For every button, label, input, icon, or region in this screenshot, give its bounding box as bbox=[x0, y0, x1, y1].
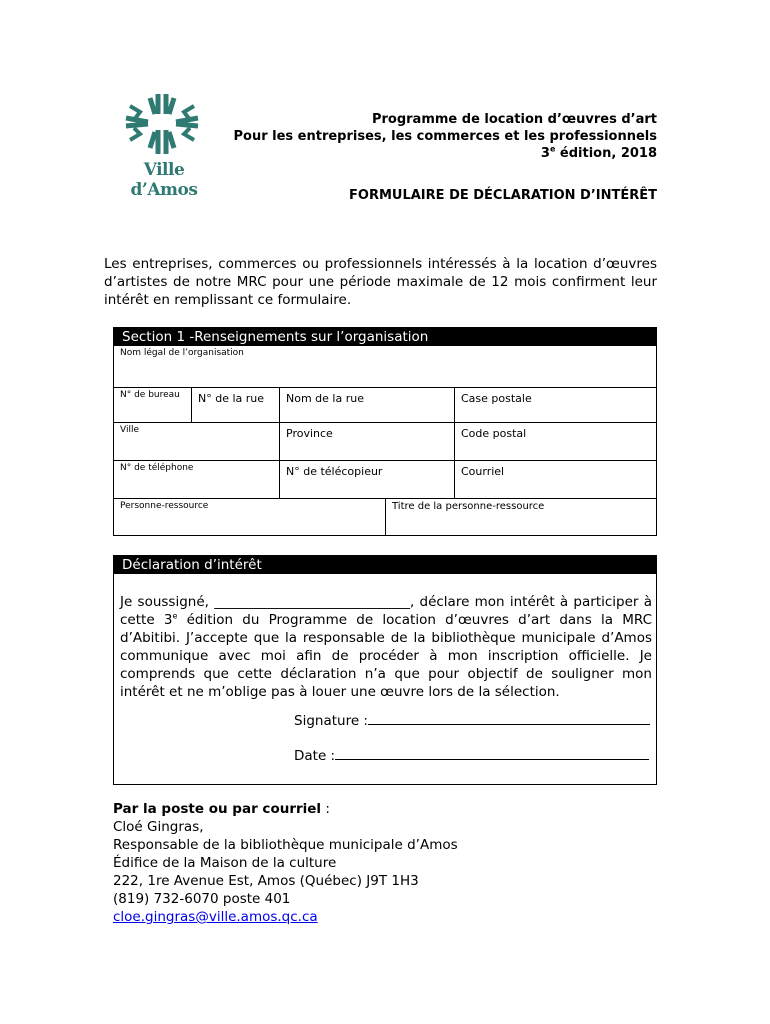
contact-name: Cloé Gingras, bbox=[113, 819, 204, 835]
contact-email-link[interactable]: cloe.gingras@ville.amos.qc.ca bbox=[113, 909, 318, 925]
field-ville[interactable]: Ville bbox=[114, 423, 280, 461]
field-telecopieur[interactable]: N° de télécopieur bbox=[280, 461, 455, 499]
declaration-text: Je soussigné, _____________________________, déclare mon intérêt à participer à cette 3e édition du Programme de location d’œuvres d’art dans la MRC d’Abitibi. J’accepte que la responsable de la bibliothèque municipale d’Amos communique avec moi afin de procéder à mon inscription officielle. Je comprends que cette déclaration n’a que pour objectif de souligner mon intérêt et ne m’oblige pas à louer une œuvre lors de la sélection. bbox=[120, 594, 652, 700]
contact-building: Édifice de la Maison de la culture bbox=[113, 855, 337, 871]
contact-role: Responsable de la bibliothèque municipale d’Amos bbox=[113, 837, 458, 853]
ville-amos-logo bbox=[108, 92, 220, 200]
logo-text: Ville d’Amos bbox=[130, 160, 198, 200]
date-line[interactable] bbox=[335, 748, 649, 760]
field-case-postale[interactable]: Case postale bbox=[455, 388, 656, 423]
organisation-info-section bbox=[113, 327, 657, 536]
field-code-postal[interactable]: Code postal bbox=[455, 423, 656, 461]
section1-title: Section 1 -Renseignements sur l’organisation bbox=[114, 328, 656, 346]
form-title: FORMULAIRE DE DÉCLARATION D’INTÉRÊT bbox=[349, 188, 657, 203]
field-no-rue[interactable]: N° de la rue bbox=[192, 388, 280, 423]
signature-row: Signature : bbox=[294, 713, 650, 729]
date-row: Date : bbox=[294, 748, 649, 764]
field-titre-personne[interactable]: Titre de la personne-ressource bbox=[392, 501, 545, 512]
program-edition: 3e édition, 2018 bbox=[540, 144, 657, 161]
intro-paragraph: Les entreprises, commerces ou professionnels intéressés à la location d’œuvres d’artistes de notre MRC pour une période maximale de 12 mois confirment leur intérêt en remplissant ce formulaire. bbox=[104, 256, 657, 308]
field-courriel[interactable]: Courriel bbox=[455, 461, 656, 499]
field-no-bureau[interactable]: N° de bureau bbox=[114, 388, 192, 423]
contact-address: 222, 1re Avenue Est, Amos (Québec) J9T 1H3 bbox=[113, 873, 419, 889]
contact-heading: Par la poste ou par courriel : bbox=[113, 801, 330, 817]
declaration-title: Déclaration d’intérêt bbox=[114, 556, 656, 574]
contact-block bbox=[113, 800, 513, 926]
logo-emblem-icon bbox=[108, 92, 220, 162]
name-blank[interactable]: _____________________________ bbox=[214, 594, 410, 610]
field-nom-rue[interactable]: Nom de la rue bbox=[280, 388, 455, 423]
contact-phone: (819) 732-6070 poste 401 bbox=[113, 891, 291, 907]
field-nom-legal[interactable]: Nom légal de l’organisation bbox=[114, 346, 656, 388]
program-subtitle: Pour les entreprises, les commerces et les professionnels bbox=[233, 129, 657, 144]
field-personne-ressource[interactable]: Personne-ressource bbox=[114, 499, 386, 535]
signature-line[interactable] bbox=[368, 713, 650, 725]
field-telephone[interactable]: N° de téléphone bbox=[114, 461, 280, 499]
program-title: Programme de location d’œuvres d’art bbox=[371, 112, 657, 127]
declaration-section bbox=[113, 555, 657, 785]
field-province[interactable]: Province bbox=[280, 423, 455, 461]
